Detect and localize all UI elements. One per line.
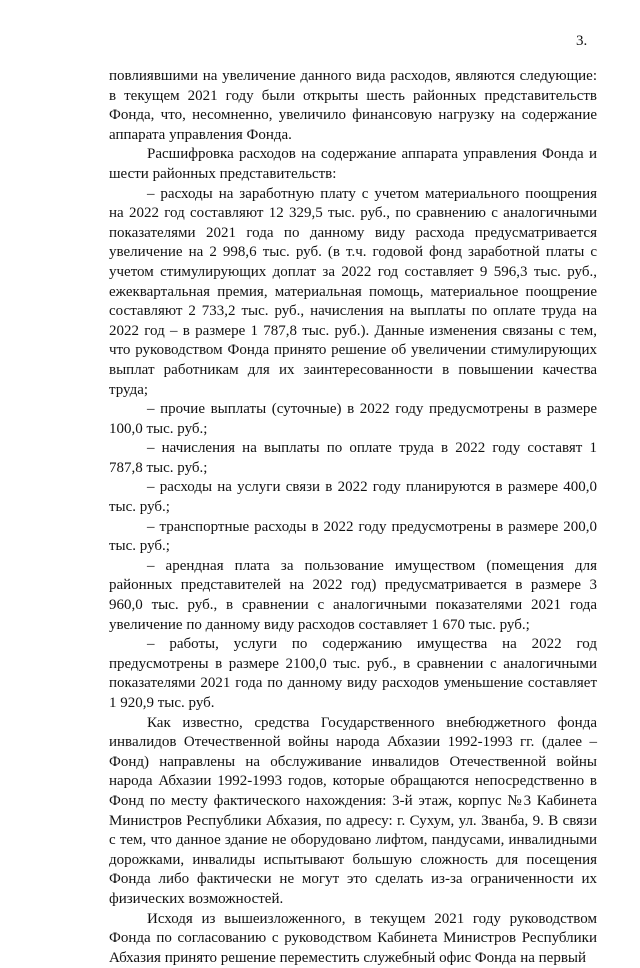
paragraph-expense-breakdown-heading: Расшифровка расходов на содержание аппарата управления Фонда и шести районных представительств: xyxy=(109,146,597,182)
list-item-communication-services: – расходы на услуги связи в 2022 году планируются в размере 400,0 тыс. руб.; xyxy=(109,479,597,516)
paragraph-intro-continuation: повлиявшими на увеличение данного вида расходов, являются следующие: в текущем 2021 году были открыты шесть районных представительств Фонда, что, несомненно, увеличило финансовую нагрузку на содержание аппарата управления Фонда. xyxy=(109,68,597,143)
document-body xyxy=(109,67,597,968)
list-item-property-maintenance: – работы, услуги по содержанию имущества на 2022 год предусмотрены в размере 2100,0 тыс. руб., в сравнении с аналогичными показателями 2021 года по данному виду расходов уменьшение составляет 1 920,9 тыс. руб. xyxy=(109,636,597,711)
page-number: 3. xyxy=(576,33,588,49)
paragraph-fund-location: Как известно, средства Государственного внебюджетного фонда инвалидов Отечественной войны народа Абхазии 1992-1993 гг. (далее – Фонд) направлены на обслуживание инвалидов Отечественной войны народа Абхазии 1992-1993 годов, которые обращаются непосредственно в Фонд по месту фактического нахождения: 3-й этаж, корпус №3 Кабинета Министров Республики Абхазия, по адресу: г. Сухум, ул. Званба, 9. В связи с тем, что данное здание не оборудовано лифтом, пандусами, инвалидными дорожками, инвалиды испытывают большую сложность для посещения Фонда либо фактически не могут это сделать из-за ограниченности их физических возможностей. xyxy=(109,714,597,907)
list-item-salary-expenses: – расходы на заработную плату с учетом материального поощрения на 2022 год составляют 12 329,5 тыс. руб., по сравнению с аналогичными показателями 2021 года по данному виду расхода предусматривается увеличение на 2 998,6 тыс. руб. (в т.ч. годовой фонд заработной платы с учетом стимулирующих доплат за 2022 год составляет 9 596,3 тыс. руб., ежеквартальная премия, материальная помощь, материальное поощрение составляют 2 733,2 тыс. руб., начисления на выплаты по оплате труда на 2022 год – в размере 1 787,8 тыс. руб.). Данные изменения связаны с тем, что руководством Фонда принято решение об увеличении стимулирующих выплат работникам для их заинтересованности в повышении качества труда; xyxy=(109,185,597,398)
list-item-transport-expenses: – транспортные расходы в 2022 году предусмотрены в размере 200,0 тыс. руб.; xyxy=(109,518,597,555)
paragraph-office-relocation: Исходя из вышеизложенного, в текущем 2021 году руководством Фонда по согласованию с руководством Кабинета Министров Республики Абхазия принято решение переместить служебный офис Фонда на первый xyxy=(109,910,597,966)
list-item-rent-payment: – арендная плата за пользование имуществом (помещения для районных представителей на 2022 год) предусматривается в размере 3 960,0 тыс. руб., в сравнении с аналогичными показателями 2021 года увеличение по данному виду расходов составляет 1 670 тыс. руб.; xyxy=(109,557,597,633)
list-item-payroll-charges: – начисления на выплаты по оплате труда в 2022 году составят 1 787,8 тыс. руб.; xyxy=(109,440,597,476)
list-item-daily-allowance: – прочие выплаты (суточные) в 2022 году предусмотрены в размере 100,0 тыс. руб.; xyxy=(109,401,597,437)
